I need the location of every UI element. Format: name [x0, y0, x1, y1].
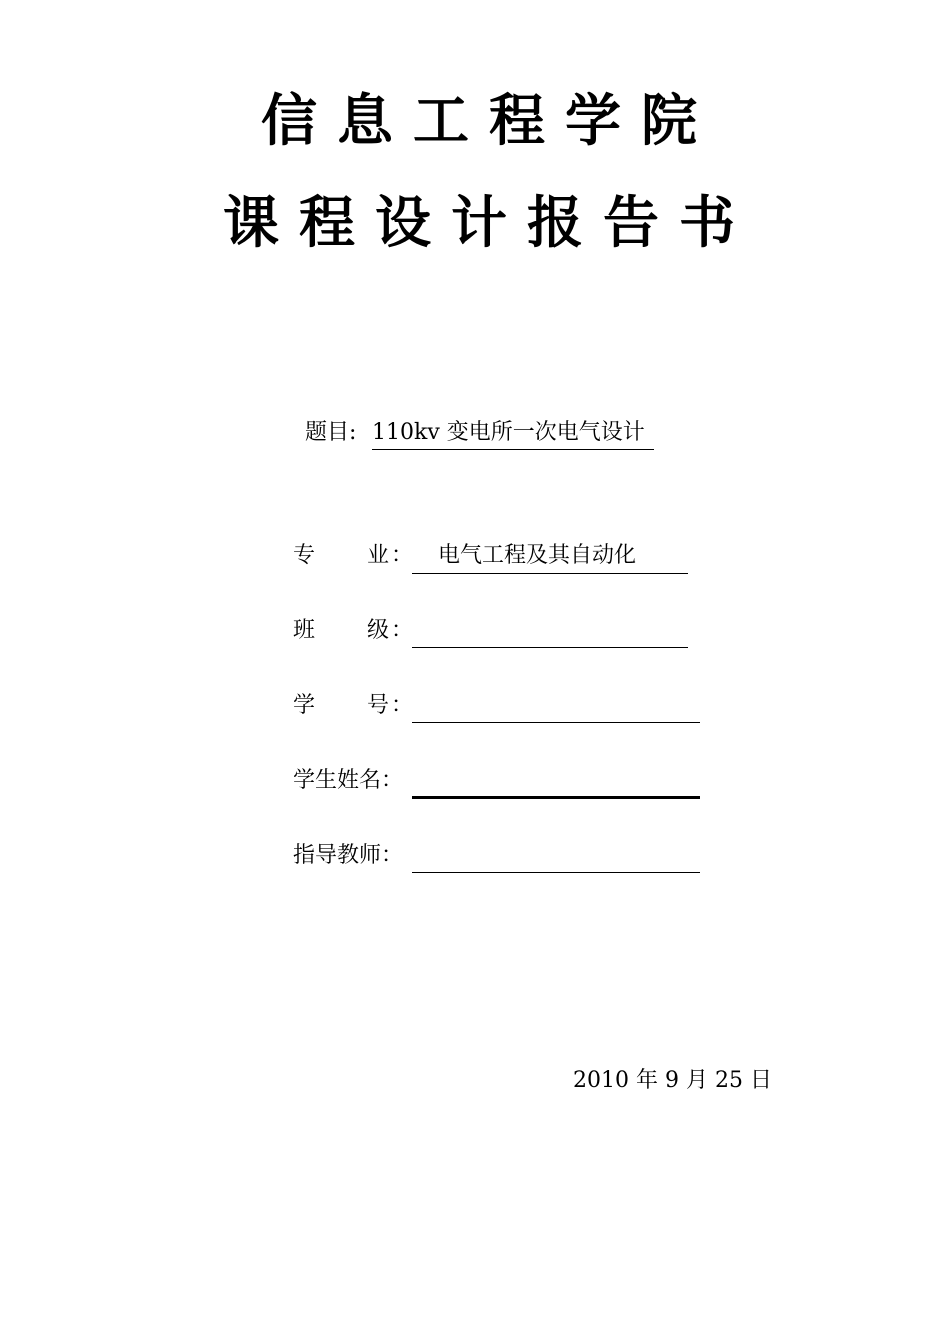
topic-underline [372, 449, 654, 450]
advisor-underline [412, 872, 700, 873]
document-type-title: 课程设计报告书 [223, 191, 755, 256]
major-underline [412, 573, 688, 574]
major-label-char-2: 业 [367, 543, 390, 568]
class-label-char-2: 级 [367, 618, 390, 643]
institution-title: 信息工程学院 [261, 89, 717, 154]
student-id-label-colon: ： [391, 693, 414, 718]
advisor-label: 指导教师： [293, 843, 404, 868]
class-label-colon: ： [391, 618, 414, 643]
topic-label: 题目: [305, 420, 357, 445]
major-label-colon: ： [391, 543, 414, 568]
class-label-char-1: 班 [293, 618, 316, 643]
student-id-underline [412, 722, 700, 723]
major-label-char-1: 专 [293, 543, 316, 568]
report-date: 2010 年 9 月 25 日 [573, 1068, 772, 1093]
topic-value: 110kv 变电所一次电气设计 [372, 420, 645, 445]
student-id-label-char-1: 学 [293, 693, 316, 718]
student-id-label-char-2: 号 [367, 693, 390, 718]
major-value: 电气工程及其自动化 [438, 543, 637, 568]
student-name-label: 学生姓名： [293, 768, 404, 793]
class-underline [412, 647, 688, 648]
student-name-underline [412, 796, 700, 799]
